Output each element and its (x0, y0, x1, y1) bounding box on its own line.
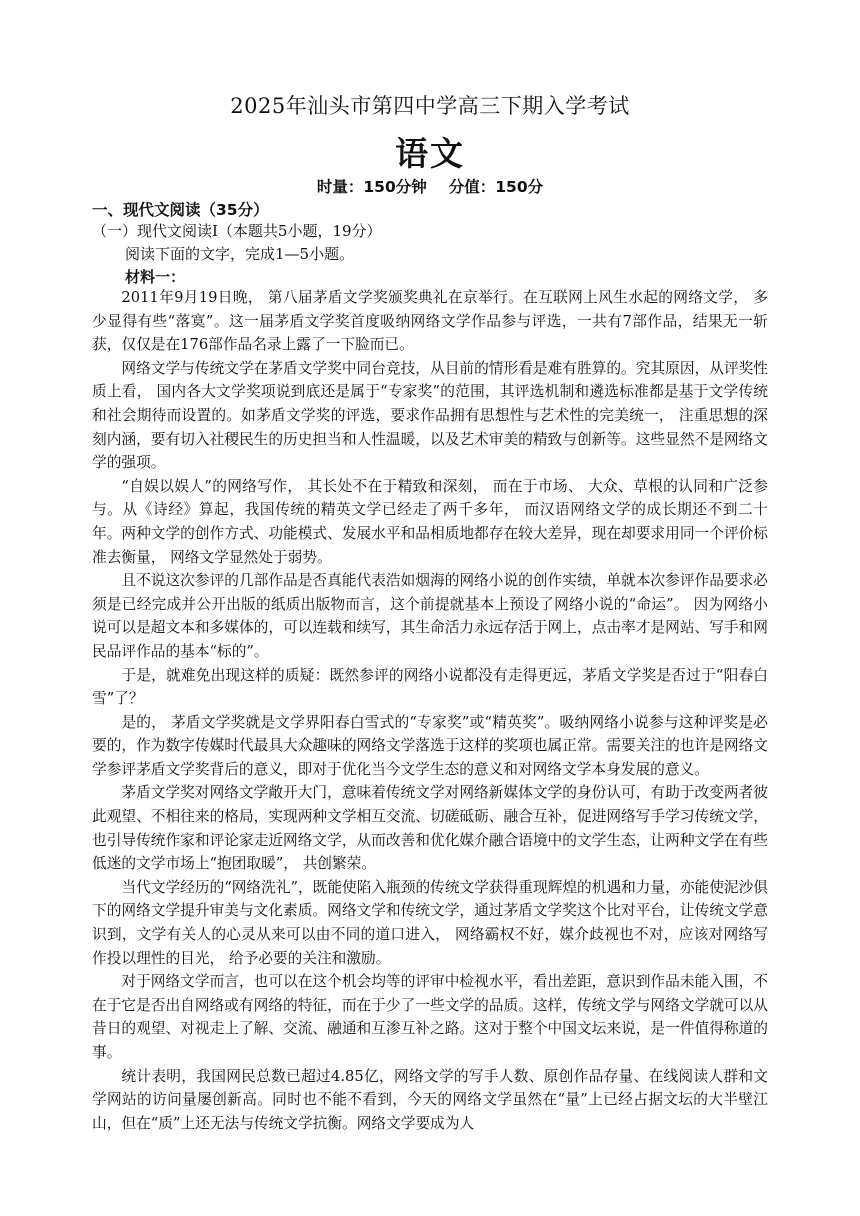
section-heading: 一、现代文阅读（35分） (92, 201, 269, 219)
exam-score: 分值：150分 (448, 178, 544, 196)
passage-paragraph: 对于网络文学而言，也可以在这个机会均等的评审中检视水平，看出差距，意识到作品未能入围，不在于它是否出自网络或有网络的特征，而在于少了一些文学的品质。这样，传统文学与网络文学就可以从昔日的观望、对视走上了解、交流、融通和互渗互补之路。这对于整个中国文坛来说，是一件值得称道的事。 (92, 973, 768, 1061)
reading-passage (92, 286, 768, 1135)
passage-paragraph: 网络文学与传统文学在茅盾文学奖中同台竞技，从目前的情形看是难有胜算的。究其原因，从评奖性质上看， 国内各大文学奖项说到底还是属于“专家奖”的范围，其评选机制和遴选标准都是基于文学传统和社会期待而设置的。如茅盾文学奖的评选，要求作品拥有思想性与艺术性的完美统一， 注重思想的深刻内涵，要有切入社稷民生的历史担当和人性温暖，以及艺术审美的精致与创新等。这些显然不是网络文学的强项。 (92, 359, 768, 472)
exam-meta (0, 175, 860, 197)
reading-instruction: 阅读下面的文字，完成1—5小题。 (125, 245, 355, 263)
subject-title: 语文 (395, 134, 465, 173)
passage-paragraph: 当代文学经历的“网络洗礼”，既能使陷入瓶颈的传统文学获得重现辉煌的机遇和力量，亦能使泥沙俱下的网络文学提升审美与文化素质。网络文学和传统文学，通过茅盾文学奖这个比对平台，让传统文学意识到，文学有关人的心灵从来可以由不同的道口进入， 网络霸权不好，媒介歧视也不对，应该对网络写作投以理性的目光， 给予必要的关注和激励。 (92, 878, 768, 967)
exam-duration: 时量：150分钟 (316, 178, 427, 196)
passage-paragraph: “自娱以娱人”的网络写作， 其长处不在于精致和深刻， 而在于市场、 大众、草根的认同和广泛参与。从《诗经》算起，我国传统的精英文学已经走了两千多年， 而汉语网络文学的成长期还不到二十年。两种文学的创作方式、功能模式、发展水平和品相质地都存在较大差异，现在却要求用同一个评价标准去衡量， 网络文学显然处于弱势。 (92, 477, 768, 566)
passage-paragraph: 是的， 茅盾文学奖就是文学界阳春白雪式的“专家奖”或“精英奖”。吸纳网络小说参与这种评奖是必要的，作为数字传媒时代最具大众趣味的网络文学落选于这样的奖项也属正常。需要关注的也许是网络文学参评茅盾文学奖背后的意义，即对于优化当今文学生态的意义和对网络文学本身发展的意义。 (92, 713, 768, 778)
exam-title: 2025年汕头市第四中学高三下期入学考试 (230, 94, 630, 118)
material-label: 材料一： (125, 268, 186, 286)
passage-paragraph: 2011年9月19日晚， 第八届茅盾文学奖颁奖典礼在京举行。在互联网上风生水起的网络文学， 多少显得有些“落寞”。这一届茅盾文学奖首度吸纳网络文学作品参与评选，一共有7部作品，结果无一斩获，仅仅是在176部作品名录上露了一下脸而已。 (92, 289, 768, 354)
passage-paragraph: 统计表明，我国网民总数已超过4.85亿，网络文学的写手人数、原创作品存量、在线阅读人群和文学网站的访问量屡创新高。同时也不能不看到，今天的网络文学虽然在“量”上已经占据文坛的大半壁江山，但在“质”上还无法与传统文学抗衡。网络文学要成为人 (92, 1067, 768, 1132)
passage-paragraph: 茅盾文学奖对网络文学敞开大门，意味着传统文学对网络新媒体文学的身份认可，有助于改变两者彼此观望、不相往来的格局，实现两种文学相互交流、切磋砥砺、融合互补，促进网络写手学习传统文学，也引导传统作家和评论家走近网络文学，从而改善和优化媒介融合语境中的文学生态，让两种文学在有些低迷的文学市场上“抱团取暖”， 共创繁荣。 (92, 784, 768, 873)
subsection-heading: （一）现代文阅读Ⅰ（本题共5小题，19分） (92, 222, 382, 240)
passage-paragraph: 于是，就难免出现这样的质疑：既然参评的网络小说都没有走得更远，茅盾文学奖是否过于“阳春白雪”了？ (92, 666, 768, 708)
passage-paragraph: 且不说这次参评的几部作品是否真能代表浩如烟海的网络小说的创作实绩，单就本次参评作品要求必须是已经完成并公开出版的纸质出版物而言，这个前提就基本上预设了网络小说的“命运”。 因为网络小说可以是超文本和多媒体的，可以连载和续写，其生命活力永远存活于网上，点击率才是网站、写手和网民品评作品的基本“标的”。 (92, 572, 768, 660)
